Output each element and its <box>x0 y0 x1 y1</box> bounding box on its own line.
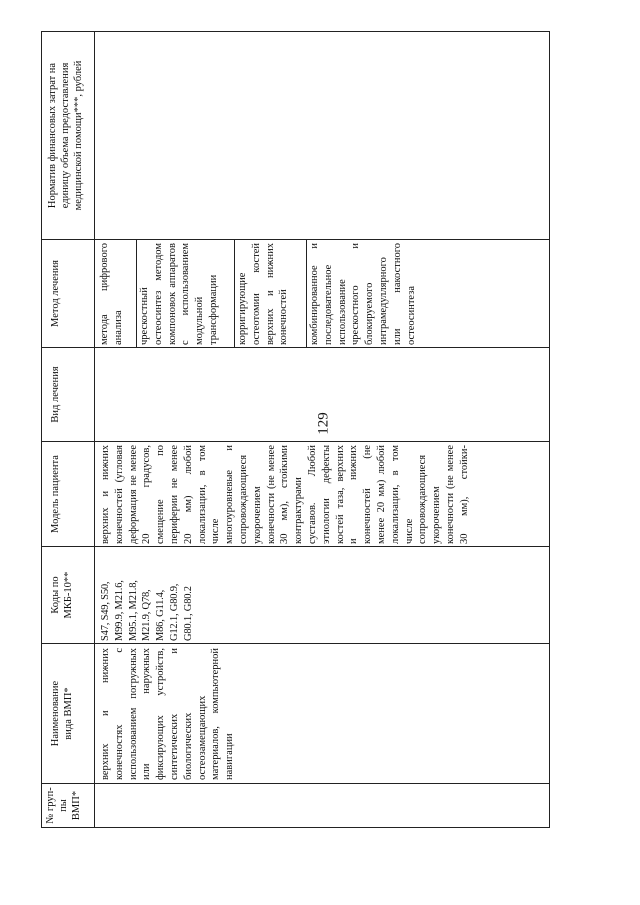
header-norm: Норматив финансовых затрат на единицу объема предоставления медицинской помощи***, рублей <box>47 60 84 211</box>
table-border-top <box>41 31 42 828</box>
col-border-5 <box>41 347 550 348</box>
cell-vmp-name: верхних и нижних конечностях с использованием погружных или наружных фиксирующих устройств, синтетических и биологических остеозамещающих материалов, компьютерной навигации <box>100 648 236 780</box>
header-method: Метод лечения <box>50 260 61 327</box>
cell-method-3: корригирующие остеотомии костей верхних и нижних конечностей <box>237 243 290 345</box>
col-border-0 <box>41 827 550 828</box>
method-divider-1 <box>136 240 137 348</box>
col-border-6 <box>41 239 550 240</box>
cell-treatment-type <box>99 351 539 439</box>
vmp-table <box>41 31 550 828</box>
cell-method-1: метода цифрового анализа <box>99 243 124 345</box>
cell-group <box>99 786 539 825</box>
header-group: № груп- пы ВМП* <box>45 787 82 824</box>
table-border-bottom <box>549 31 550 828</box>
header-treatment-type: Вид лечения <box>50 366 61 423</box>
page-number: 129 <box>315 412 332 435</box>
col-border-3 <box>41 546 550 547</box>
header-model: Модель пациента <box>50 455 61 533</box>
cell-norm <box>99 35 539 237</box>
cell-method-2: чрескостный остеосинтез методом компоновок аппаратов с использованием модульной трансформации <box>139 243 219 345</box>
header-vmp-name: Наименование вида ВМП* <box>50 680 74 747</box>
method-divider-2 <box>234 240 235 348</box>
cell-method-4: комбинированное и последовательное использование чрескостного и блокируемого интрамедуллярного или накостного остеосинтеза <box>309 243 417 345</box>
col-border-1 <box>41 783 550 784</box>
rotated-table-area <box>41 31 550 828</box>
cell-codes: S47, S49, S50, M99.9, M21.6, M95.1, M21.8, M21.9, Q78, M86, G11.4, G12.1, G80.9, G80.1, G80.2 <box>100 580 194 641</box>
header-divider <box>94 31 95 828</box>
header-codes: Коды по МКБ-10** <box>50 571 74 619</box>
method-divider-3 <box>306 240 307 348</box>
col-border-4 <box>41 441 550 442</box>
col-border-7 <box>41 31 550 32</box>
col-border-2 <box>41 643 550 644</box>
cell-model: верхних и нижних конечностей (угловая деформация не менее 20 градусов, смещение по периферии не менее 20 мм) любой локализации, в том числе многоуровневые и сопровождающиеся укорочением конечности (не менее 30 мм), стойкими контрактурами суставов. Любой этиологии дефекты костей таза, верхних и нижних конечностей (не менее 20 мм) любой локализации, в том числе сопровождающиеся укорочением конечности (не менее 30 мм), стойки- <box>100 445 470 544</box>
